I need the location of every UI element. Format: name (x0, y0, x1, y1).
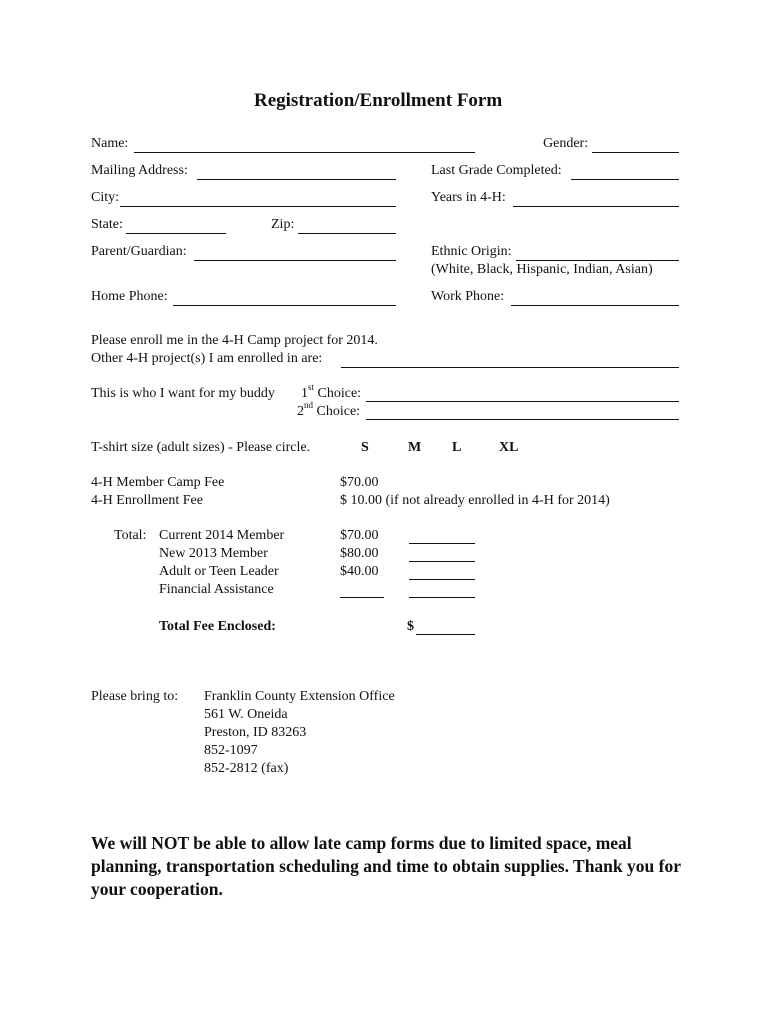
tshirt-size-s[interactable]: S (361, 440, 369, 455)
financial-assistance-amount-field[interactable] (340, 597, 384, 598)
ethnic-origin-field[interactable] (516, 260, 679, 261)
buddy-second-choice-field[interactable] (366, 419, 679, 420)
total-row-field[interactable] (409, 561, 475, 562)
total-row-field[interactable] (409, 579, 475, 580)
first-choice-text: Choice: (317, 386, 362, 401)
state-label: State: (91, 217, 123, 232)
home-phone-field[interactable] (173, 305, 396, 306)
tshirt-label: T-shirt size (adult sizes) - Please circle. (91, 440, 311, 455)
first-choice-superscript: st (308, 382, 315, 393)
ethnic-options: (White, Black, Hispanic, Indian, Asian) (431, 262, 653, 277)
work-phone-field[interactable] (511, 305, 679, 306)
total-fee-enclosed-field[interactable] (416, 634, 475, 635)
zip-field[interactable] (298, 233, 396, 234)
last-grade-field[interactable] (571, 179, 679, 180)
total-row-field[interactable] (409, 543, 475, 544)
name-field[interactable] (134, 152, 475, 153)
camp-fee-amount: $70.00 (340, 475, 379, 490)
first-choice-number: 1 (301, 386, 308, 401)
name-label: Name: (91, 136, 129, 151)
total-row-amount: $80.00 (340, 546, 379, 561)
tshirt-size-xl[interactable]: XL (499, 440, 519, 455)
enroll-statement: Please enroll me in the 4-H Camp project for 2014. (91, 333, 378, 348)
total-row-amount: $40.00 (340, 564, 379, 579)
total-row-label: Current 2014 Member (159, 528, 285, 543)
second-choice-number: 2 (297, 404, 304, 419)
city-field[interactable] (120, 206, 396, 207)
state-field[interactable] (126, 233, 226, 234)
total-label: Total: (114, 528, 147, 543)
total-row-label: Financial Assistance (159, 582, 274, 597)
ethnic-origin-label: Ethnic Origin: (431, 244, 512, 259)
zip-label: Zip: (271, 217, 295, 232)
parent-guardian-field[interactable] (194, 260, 396, 261)
address-line: Franklin County Extension Office (204, 689, 395, 704)
late-forms-notice: We will NOT be able to allow late camp forms due to limited space, meal planning, transportation scheduling and time to obtain supplies. Thank you for your cooperation. (91, 833, 681, 899)
buddy-second-choice-label (297, 400, 361, 420)
total-row-label: New 2013 Member (159, 546, 268, 561)
tshirt-size-l[interactable]: L (452, 440, 462, 455)
other-projects-label: Other 4-H project(s) I am enrolled in are: (91, 351, 323, 366)
page-title: Registration/Enrollment Form (254, 90, 503, 111)
work-phone-label: Work Phone: (431, 289, 505, 304)
address-line: 561 W. Oneida (204, 707, 288, 722)
city-label: City: (91, 190, 120, 205)
total-fee-dollar-sign: $ (407, 619, 414, 634)
years-4h-label: Years in 4-H: (431, 190, 506, 205)
bring-to-label: Please bring to: (91, 689, 179, 704)
enrollment-fee-label: 4-H Enrollment Fee (91, 493, 203, 508)
total-row-amount: $70.00 (340, 528, 379, 543)
total-fee-enclosed-label: Total Fee Enclosed: (159, 619, 276, 634)
other-projects-field[interactable] (341, 367, 679, 368)
home-phone-label: Home Phone: (91, 289, 168, 304)
buddy-label: This is who I want for my buddy (91, 386, 275, 401)
enrollment-fee-amount: $ 10.00 (if not already enrolled in 4-H for 2014) (340, 493, 610, 508)
gender-field[interactable] (592, 152, 679, 153)
mailing-address-label: Mailing Address: (91, 163, 188, 178)
second-choice-superscript: nd (304, 400, 313, 411)
tshirt-size-m[interactable]: M (408, 440, 422, 455)
address-line: 852-2812 (fax) (204, 761, 289, 776)
second-choice-text: Choice: (316, 404, 361, 419)
gender-label: Gender: (543, 136, 589, 151)
mailing-address-field[interactable] (197, 179, 396, 180)
address-line: 852-1097 (204, 743, 258, 758)
last-grade-label: Last Grade Completed: (431, 163, 562, 178)
address-line: Preston, ID 83263 (204, 725, 307, 740)
buddy-first-choice-field[interactable] (366, 401, 679, 402)
total-row-label: Adult or Teen Leader (159, 564, 279, 579)
total-row-field[interactable] (409, 597, 475, 598)
camp-fee-label: 4-H Member Camp Fee (91, 475, 225, 490)
years-4h-field[interactable] (513, 206, 679, 207)
parent-guardian-label: Parent/Guardian: (91, 244, 187, 259)
